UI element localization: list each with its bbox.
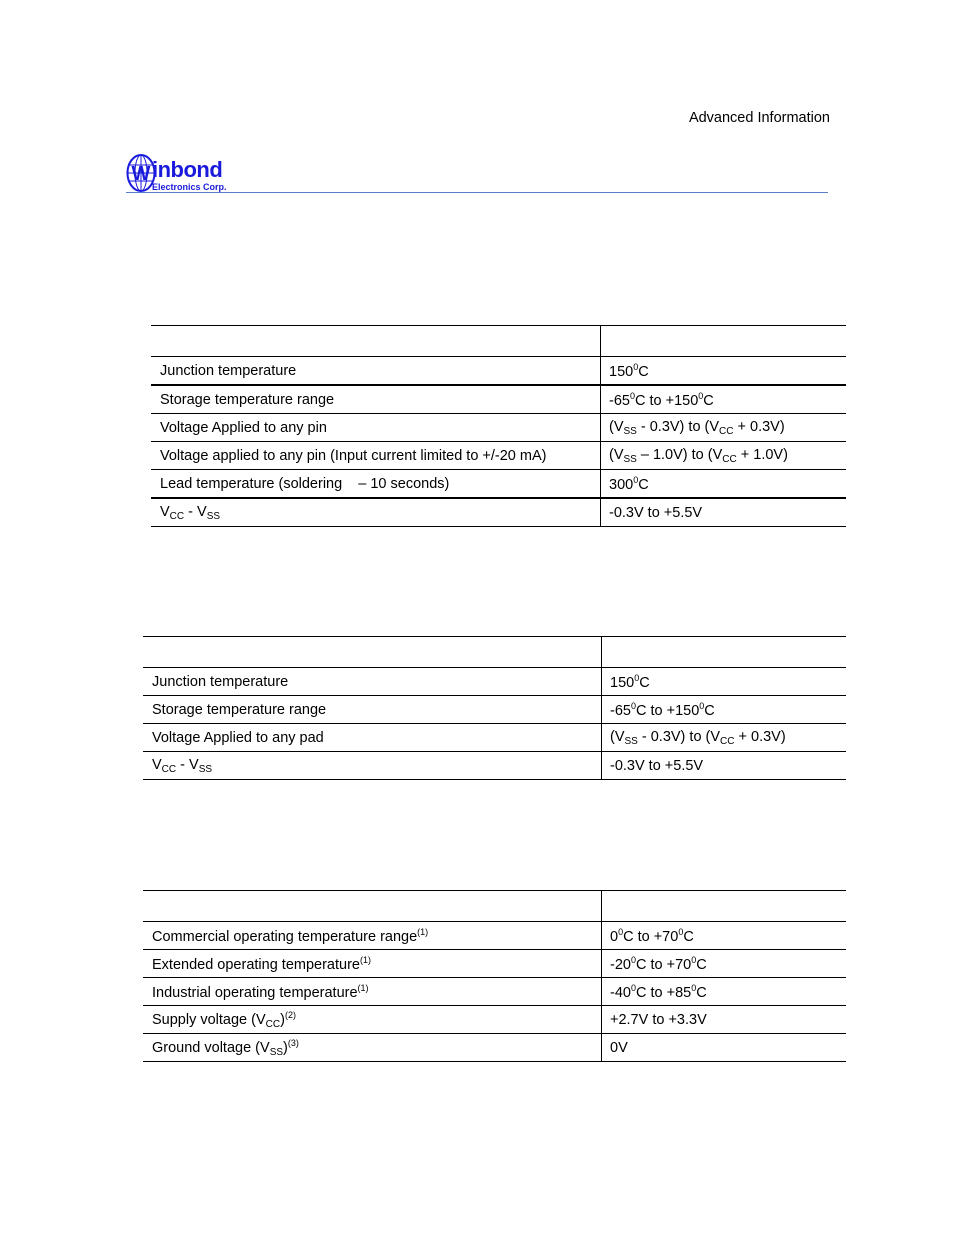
header-cell-parameter: [143, 637, 602, 668]
header-cell-rating: [602, 891, 847, 922]
header-cell-rating: [601, 326, 847, 357]
svg-text:W: W: [131, 163, 151, 185]
table-row: [151, 414, 846, 442]
value-cell: -0.3V to +5.5V: [602, 752, 847, 780]
table-row: [151, 442, 846, 470]
value-cell: $(V_{SS} - 0.3V)$ to $(V_{CC} + 0.3V)$: [601, 414, 847, 442]
table-header-row: [151, 326, 846, 357]
value-cell: $(V_{SS} - 1.0V)$ to $(V_{CC} + 1.0V)$: [601, 442, 847, 470]
table-row: [151, 470, 846, 499]
value-cell: $-40^0C$ to $+85^0C$: [602, 978, 847, 1006]
table-row: [143, 696, 846, 724]
table-row: [143, 1034, 846, 1062]
logo-subtitle: Electronics Corp.: [152, 182, 227, 192]
param-cell: Voltage Applied to any pad: [143, 724, 602, 752]
value-cell: $(V_{SS} - 0.3V)$ to $(V_{CC} + 0.3V)$: [602, 724, 847, 752]
header-cell-parameter: [151, 326, 601, 357]
absolute-max-ratings-table: [151, 325, 846, 527]
param-cell: Storage temperature range: [143, 696, 602, 724]
value-cell: $150^0C$: [601, 357, 847, 386]
param-cell: Voltage applied to any pin (Input current limited to +/-20 mA): [151, 442, 601, 470]
table-row: [151, 498, 846, 527]
header-rule: [126, 192, 828, 193]
logo-brand-text: inbond: [152, 157, 223, 182]
header-cell-parameter: [143, 891, 602, 922]
value-cell: $-20^0C$ to $+70^0C$: [602, 950, 847, 978]
table-row: [143, 922, 846, 950]
die-max-ratings-table: [143, 636, 846, 780]
param-cell: Industrial operating temperature$^{(1)}$: [143, 978, 602, 1006]
winbond-logo: [126, 153, 256, 193]
table-row: [143, 724, 846, 752]
table-row: [143, 1006, 846, 1034]
value-cell: $-65^0C$ to $+150^0C$: [601, 385, 847, 414]
param-cell: Lead temperature (soldering – 10 seconds): [151, 470, 601, 499]
value-cell: $-65^0C$ to $+150^0C$: [602, 696, 847, 724]
param-cell: $V_{CC} - V_{SS}$: [151, 498, 601, 527]
param-cell: Supply voltage $(V_{CC})^{(2)}$: [143, 1006, 602, 1034]
param-cell: Commercial operating temperature range$^{(1)}$: [143, 922, 602, 950]
param-cell: Storage temperature range: [151, 385, 601, 414]
param-cell: Junction temperature: [143, 668, 602, 696]
advanced-information-label: Advanced Information: [688, 110, 830, 126]
value-cell: -0.3V to +5.5V: [601, 498, 847, 527]
param-cell: Voltage Applied to any pin: [151, 414, 601, 442]
header-cell-rating: [602, 637, 847, 668]
table-row: [151, 385, 846, 414]
value-cell: $300^0C$: [601, 470, 847, 499]
value-cell: +2.7V to +3.3V: [602, 1006, 847, 1034]
table-row: [143, 978, 846, 1006]
table-row: [151, 357, 846, 386]
operating-ranges-table: [143, 890, 846, 1062]
table-row: [143, 950, 846, 978]
value-cell: $0^0C$ to $+70^0C$: [602, 922, 847, 950]
value-cell: $150^0C$: [602, 668, 847, 696]
table-header-row: [143, 891, 846, 922]
table-header-row: [143, 637, 846, 668]
param-cell: Extended operating temperature$^{(1)}$: [143, 950, 602, 978]
param-cell: $V_{CC} - V_{SS}$: [143, 752, 602, 780]
table-row: [143, 752, 846, 780]
table-row: [143, 668, 846, 696]
param-cell: Ground voltage $(V_{SS})^{(3)}$: [143, 1034, 602, 1062]
value-cell: 0V: [602, 1034, 847, 1062]
param-cell: Junction temperature: [151, 357, 601, 386]
